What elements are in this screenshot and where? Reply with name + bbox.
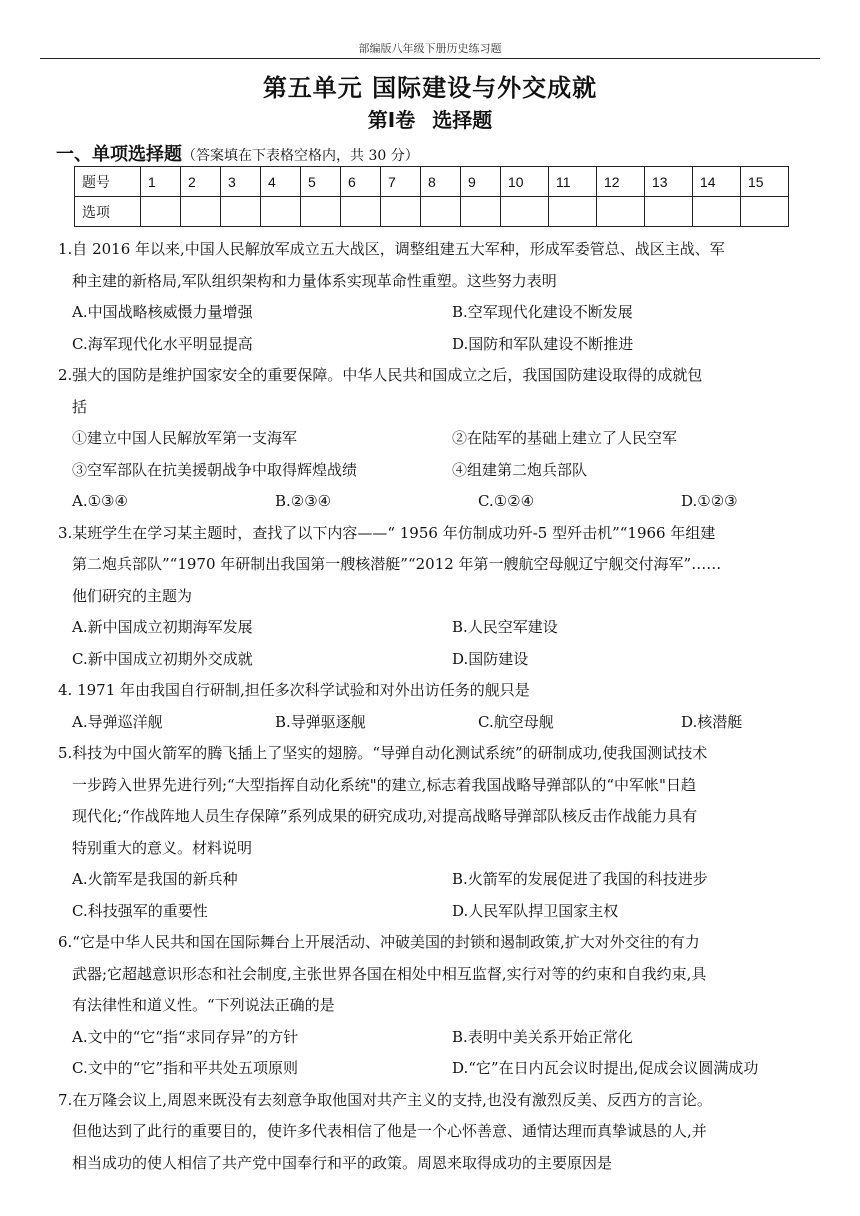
question-7-stem: 但他达到了此行的重要目的，使许多代表相信了他是一个心怀善意、通情达理而真挚诚恳的人,并 xyxy=(72,1122,707,1140)
statement-item: ①建立中国人民解放军第一支海军 xyxy=(72,429,298,447)
statement-item: ④组建第二炮兵部队 xyxy=(452,460,588,479)
answer-cell[interactable] xyxy=(381,197,421,227)
answer-cell[interactable] xyxy=(421,197,461,227)
answer-cell[interactable] xyxy=(741,197,789,227)
question-number-cell: 13 xyxy=(645,167,693,197)
option-d: D.①②③ xyxy=(681,492,738,510)
section-note: （答案填在下表格空格内，共 30 分） xyxy=(182,148,419,164)
question-number-cell: 12 xyxy=(597,167,645,197)
question-6-stem: 有法律性和道义性。“下列说法正确的是 xyxy=(72,996,335,1014)
page-title: 第五单元 国际建设与外交成就 xyxy=(262,74,598,102)
question-6-stem: 6.“它是中华人民共和国在国际舞台上开展活动、冲破美国的封锁和遏制政策,扩大对外交往的有力 xyxy=(58,933,700,951)
section-heading xyxy=(56,140,419,166)
answer-table-number-row xyxy=(75,167,789,197)
question-1-stem: 1.自 2016 年以来,中国人民解放军成立五大战区，调整组建五大军种，形成军委管总、战区主战、军 xyxy=(58,240,725,258)
question-5-stem: 现代化;“作战阵地人员生存保障”系列成果的研究成功,对提高战略导弹部队核反击作战能力具有 xyxy=(72,807,698,825)
question-2-items xyxy=(58,423,822,455)
question-number-cell: 3 xyxy=(221,167,261,197)
question-5-options xyxy=(58,896,822,928)
answer-table-row-label: 题号 xyxy=(75,167,141,197)
option-b: B.人民空军建设 xyxy=(452,618,558,636)
question-1-options xyxy=(58,297,822,329)
option-b: B.火箭军的发展促进了我国的科技进步 xyxy=(452,870,708,888)
question-2-stem: 括 xyxy=(72,397,88,416)
question-3-options xyxy=(58,644,822,676)
option-c: C.文中的“它”指和平共处五项原则 xyxy=(72,1059,299,1077)
question-7-stem: 相当成功的使人相信了共产党中国奉行和平的政策。周恩来取得成功的主要原因是 xyxy=(72,1153,613,1172)
answer-cell[interactable] xyxy=(645,197,693,227)
question-3-stem: 他们研究的主题为 xyxy=(72,586,193,605)
answer-cell[interactable] xyxy=(461,197,501,227)
question-5-stem: 特别重大的意义。材料说明 xyxy=(72,838,253,857)
option-b: B.空军现代化建设不断发展 xyxy=(452,303,633,321)
question-number-cell: 14 xyxy=(693,167,741,197)
option-b: B.导弹驱逐舰 xyxy=(275,712,366,731)
question-6-options xyxy=(58,1022,822,1054)
question-4-stem: 4. 1971 年由我国自行研制,担任多次科学试验和对外出访任务的舰只是 xyxy=(58,681,530,699)
running-header: 部编版八年级下册历史练习题 xyxy=(358,42,502,55)
option-d: D.人民军队捍卫国家主权 xyxy=(452,901,619,920)
option-d: D.核潜艇 xyxy=(681,712,743,731)
question-3-options xyxy=(58,612,822,644)
option-b: B.②③④ xyxy=(275,492,332,510)
question-5-stem: 5.科技为中国火箭军的腾飞插上了坚实的翅膀。“导弹自动化测试系统”的研制成功,使我国测试技术 xyxy=(58,744,708,762)
section-heading-text: 一、单项选择题 xyxy=(56,144,182,165)
question-2-stem: 2.强大的国防是维护国家安全的重要保障。中华人民共和国成立之后，我国国防建设取得的成就包 xyxy=(58,366,703,384)
answer-cell[interactable] xyxy=(501,197,549,227)
answer-cell[interactable] xyxy=(261,197,301,227)
option-c: C.科技强军的重要性 xyxy=(72,901,208,920)
option-a: A.文中的“它“指“求同存异”的方针 xyxy=(72,1027,299,1046)
answer-table-row-label: 选项 xyxy=(75,197,141,227)
question-number-cell: 5 xyxy=(301,167,341,197)
option-a: A.中国战略核威慑力量增强 xyxy=(72,303,253,321)
option-a: A.新中国成立初期海军发展 xyxy=(72,618,253,636)
question-7-stem: 7.在万隆会议上,周恩来既没有去刻意争取他国对共产主义的支持,也没有激烈反美、反西方的言论。 xyxy=(58,1090,712,1109)
answer-cell[interactable] xyxy=(597,197,645,227)
question-number-cell: 10 xyxy=(501,167,549,197)
option-c: C.海军现代化水平明显提高 xyxy=(72,334,253,353)
question-number-cell: 15 xyxy=(741,167,789,197)
option-d: D.“它”在日内瓦会议时提出,促成会议圆满成功 xyxy=(452,1059,759,1077)
question-2-options xyxy=(58,486,822,518)
question-3-stem: 第二炮兵部队”“1970 年研制出我国第一艘核潜艇”“2012 年第一艘航空母舰辽宁舰交付海军”…… xyxy=(72,555,722,573)
question-number-cell: 2 xyxy=(181,167,221,197)
question-number-cell: 4 xyxy=(261,167,301,197)
question-number-cell: 11 xyxy=(549,167,597,197)
question-number-cell: 8 xyxy=(421,167,461,197)
answer-table xyxy=(74,166,789,227)
question-2-items xyxy=(58,455,822,487)
question-number-cell: 6 xyxy=(341,167,381,197)
question-5-stem: 一步跨入世界先进行列;“大型指挥自动化系统"的建立,标志着我国战略导弹部队的“中军帐"日趋 xyxy=(72,775,696,794)
answer-cell[interactable] xyxy=(549,197,597,227)
option-d: D.国防和军队建设不断推进 xyxy=(452,334,634,353)
question-list xyxy=(58,234,822,1179)
statement-item: ③空军部队在抗美援朝战争中取得辉煌战绩 xyxy=(72,460,358,479)
question-4-options xyxy=(58,707,822,739)
option-d: D.国防建设 xyxy=(452,649,529,668)
option-c: C.航空母舰 xyxy=(478,712,554,731)
question-5-options xyxy=(58,864,822,896)
page-subtitle: 第Ⅰ卷 选择题 xyxy=(367,108,493,132)
answer-cell[interactable] xyxy=(181,197,221,227)
question-1-stem: 种主建的新格局,军队组织架构和力量体系实现革命性重塑。这些努力表明 xyxy=(72,271,557,290)
question-number-cell: 9 xyxy=(461,167,501,197)
option-a: A.火箭军是我国的新兵种 xyxy=(72,870,238,888)
answer-cell[interactable] xyxy=(221,197,261,227)
header-divider xyxy=(40,58,820,59)
answer-cell[interactable] xyxy=(141,197,181,227)
answer-cell[interactable] xyxy=(301,197,341,227)
statement-item: ②在陆军的基础上建立了人民空军 xyxy=(452,429,678,447)
question-6-options xyxy=(58,1053,822,1085)
question-3-stem: 3.某班学生在学习某主题时，查找了以下内容——“ 1956 年仿制成功歼-5 型歼击机”“1966 年组建 xyxy=(58,523,716,542)
option-a: A.①③④ xyxy=(72,492,128,510)
option-b: B.表明中美关系开始正常化 xyxy=(452,1027,633,1046)
answer-table-answer-row xyxy=(75,197,789,227)
question-number-cell: 7 xyxy=(381,167,421,197)
question-6-stem: 武器;它超越意识形态和社会制度,主张世界各国在相处中相互监督,实行对等的约束和自我约束,具 xyxy=(72,964,707,983)
option-c: C.新中国成立初期外交成就 xyxy=(72,649,253,668)
question-1-options xyxy=(58,329,822,361)
answer-cell[interactable] xyxy=(341,197,381,227)
question-number-cell: 1 xyxy=(141,167,181,197)
option-a: A.导弹巡洋舰 xyxy=(72,712,163,731)
answer-cell[interactable] xyxy=(693,197,741,227)
option-c: C.①②④ xyxy=(478,492,535,510)
